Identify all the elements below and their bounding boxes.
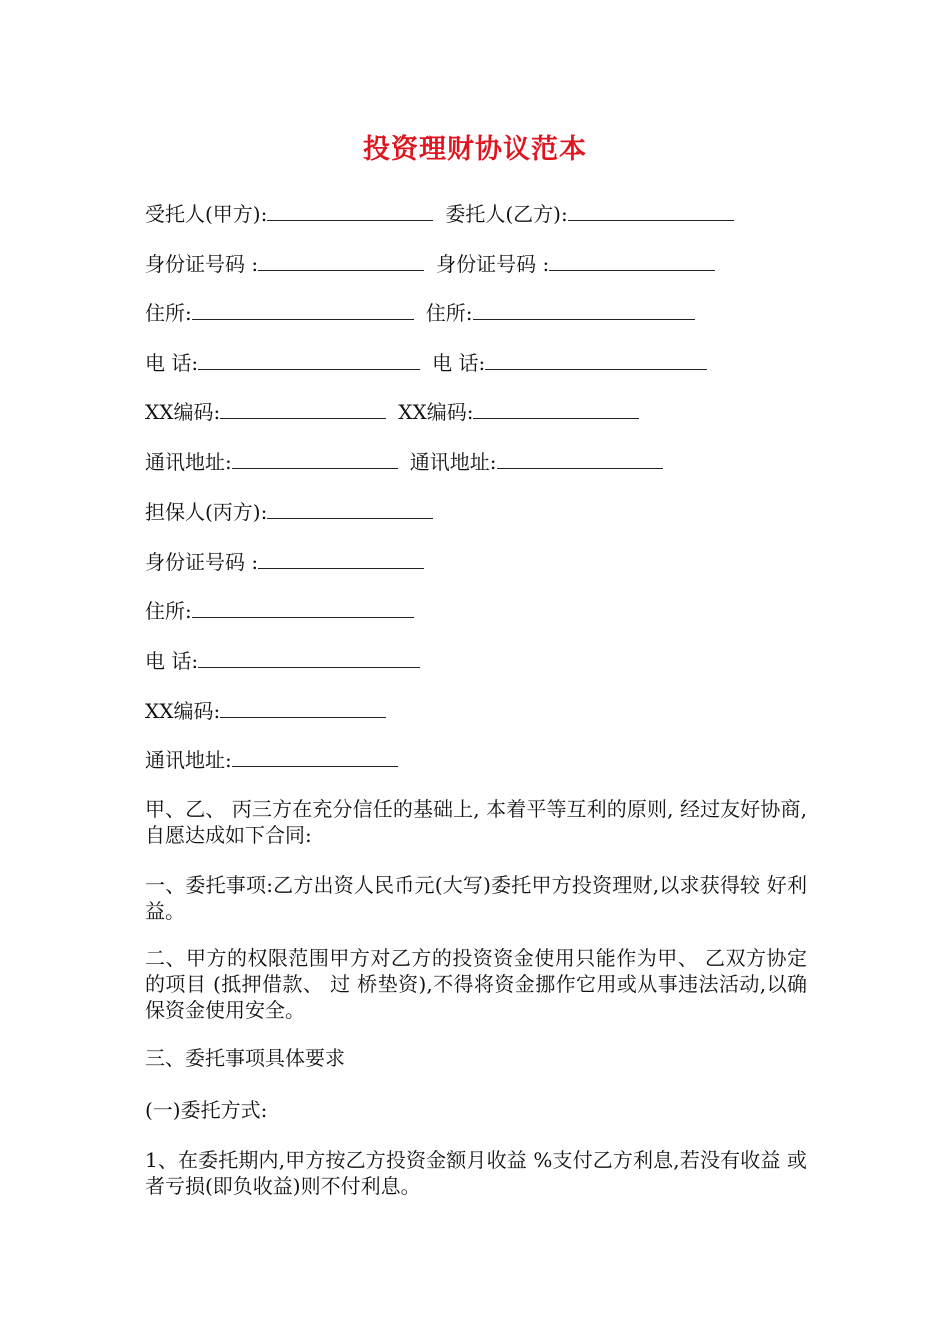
party-c-mail-blank	[232, 746, 398, 767]
party-row-5	[145, 398, 639, 425]
document-title: 投资理财协议范本	[363, 134, 587, 165]
item-1-paragraph: 1、在委托期内,甲方按乙方投资金额月收益 %支付乙方利息,若没有收益 或者亏损(即负收益)则不付利息。	[145, 1148, 807, 1198]
party-c-address-blank	[192, 597, 414, 618]
party-b-mail-blank	[497, 448, 663, 469]
clause-3-heading: 三、委托事项具体要求	[145, 1046, 345, 1070]
party-a-address-blank	[192, 299, 414, 320]
party-c-address-label: 住所:	[145, 599, 192, 623]
party-c-phone-label: 电 话:	[145, 649, 199, 673]
party-a-id-label: 身份证号码 :	[145, 252, 259, 276]
guarantor-label: 担保人(丙方):	[145, 500, 268, 524]
party-c-id-label: 身份证号码 :	[145, 550, 259, 574]
party-b-code-blank	[473, 398, 639, 419]
party-row-3	[145, 299, 695, 326]
party-b-phone-label: 电 话:	[432, 351, 486, 375]
party-a-phone-blank	[198, 349, 420, 370]
guarantor-address-row	[145, 597, 414, 624]
guarantor-id-row	[145, 548, 424, 575]
party-b-mail-label: 通讯地址:	[409, 450, 497, 474]
clause-2-paragraph: 二、甲方的权限范围甲方对乙方的投资资金使用只能作为甲、 乙双方协定的项目 (抵押借款、 过 桥垫资),不得将资金挪作它用或从事违法活动,以确保资金使用安全。	[145, 946, 807, 1022]
party-a-phone-label: 电 话:	[145, 351, 199, 375]
party-c-code-blank	[220, 697, 386, 718]
trustee-blank	[267, 200, 433, 221]
party-b-code-label: XX编码:	[398, 400, 474, 424]
party-c-code-label: XX编码:	[145, 699, 221, 723]
party-a-mail-blank	[232, 448, 398, 469]
party-b-address-label: 住所:	[425, 301, 473, 325]
guarantor-row	[145, 498, 433, 525]
principal-label: 委托人(乙方):	[445, 202, 568, 226]
party-row-2	[145, 250, 715, 277]
trustee-label: 受托人(甲方):	[145, 202, 268, 226]
guarantor-blank	[267, 498, 433, 519]
party-a-id-blank	[258, 250, 424, 271]
party-a-address-label: 住所:	[145, 301, 192, 325]
party-a-code-label: XX编码:	[145, 400, 221, 424]
party-row-1	[145, 200, 734, 227]
party-a-mail-label: 通讯地址:	[145, 450, 232, 474]
party-c-mail-label: 通讯地址:	[145, 748, 232, 772]
party-c-id-blank	[258, 548, 424, 569]
party-b-id-label: 身份证号码 :	[436, 252, 550, 276]
clause-1-paragraph: 一、委托事项:乙方出资人民币元(大写)委托甲方投资理财,以求获得较 好利益。	[145, 873, 807, 923]
party-a-code-blank	[220, 398, 386, 419]
intro-paragraph: 甲、乙、 丙三方在充分信任的基础上, 本着平等互利的原则, 经过友好协商, 自愿达成如下合同:	[145, 797, 807, 847]
party-c-phone-blank	[198, 647, 420, 668]
party-row-4	[145, 349, 707, 376]
party-row-6	[145, 448, 663, 475]
subsection-heading: (一)委托方式:	[145, 1098, 268, 1122]
guarantor-phone-row	[145, 647, 420, 674]
guarantor-mail-row	[145, 746, 398, 773]
party-b-address-blank	[473, 299, 695, 320]
party-b-id-blank	[549, 250, 715, 271]
party-b-phone-blank	[485, 349, 707, 370]
principal-blank	[568, 200, 734, 221]
guarantor-code-row	[145, 697, 386, 724]
